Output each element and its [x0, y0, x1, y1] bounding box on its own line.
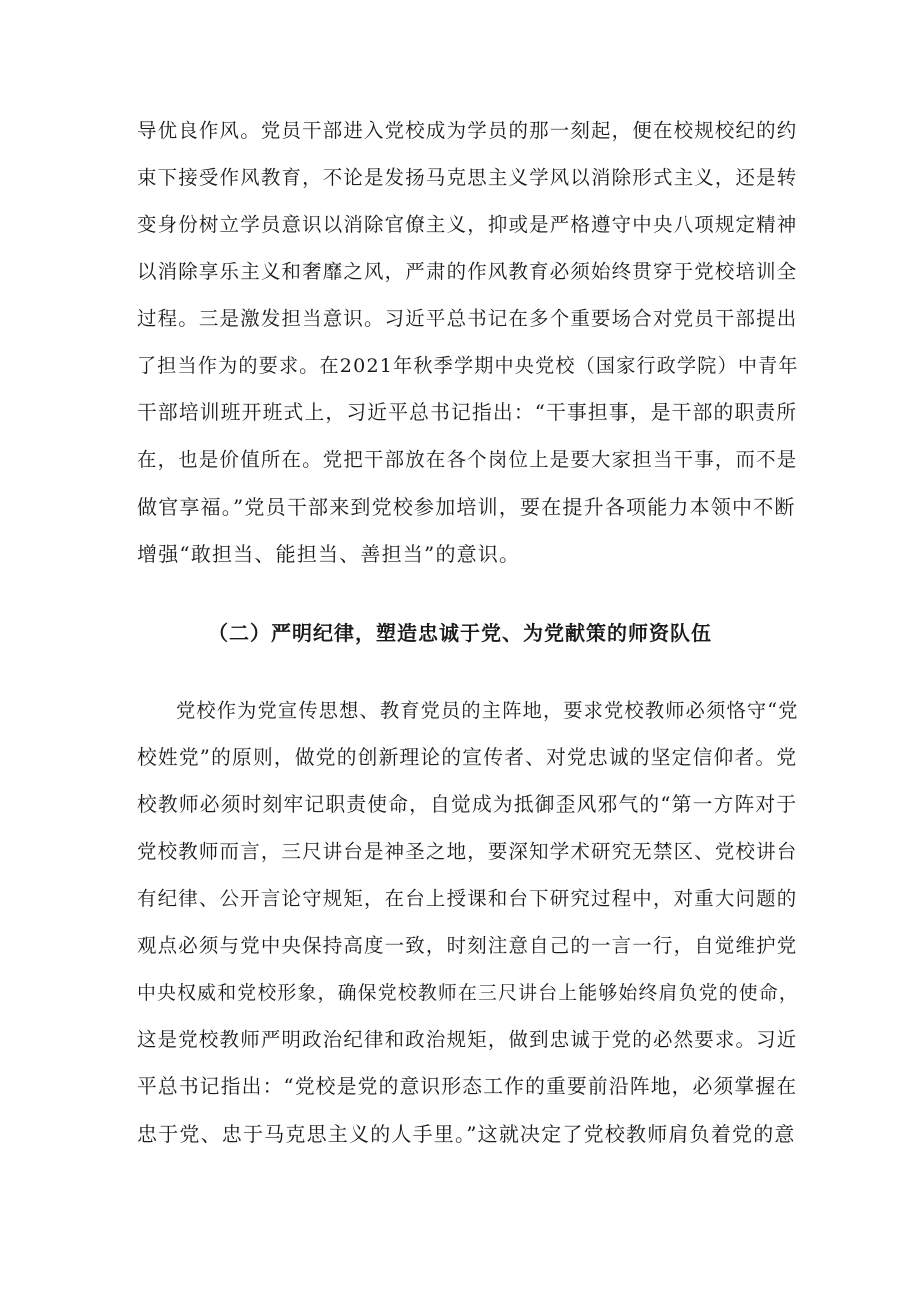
section-heading: （二）严明纪律，塑造忠诚于党、为党献策的师资队伍: [208, 621, 712, 645]
text-line: 党校教师而言，三尺讲台是神圣之地，要深知学术研究无禁区、党校讲台: [137, 840, 798, 863]
text-line: 在，也是价值所在。党把干部放在各个岗位上是要大家担当干事，而不是: [137, 448, 798, 471]
text-line: 观点必须与党中央保持高度一致，时刻注意自己的一言一行，自觉维护党: [137, 934, 798, 957]
text-line: 干部培训班开班式上，习近平总书记指出：“干事担事，是干部的职责所: [137, 401, 798, 424]
text-line: 了担当作为的要求。在2021年秋季学期中央党校（国家行政学院）中青年: [137, 355, 799, 377]
text-line: 校姓党”的原则，做党的创新理论的宣传者、对党忠诚的坚定信仰者。党: [137, 746, 798, 769]
text-line: 增强“敢担当、能担当、善担当”的意识。: [137, 542, 521, 566]
text-line: 以消除享乐主义和奢靡之风，严肃的作风教育必须始终贯穿于党校培训全: [137, 260, 798, 283]
text-line: 变身份树立学员意识以消除官僚主义，抑或是严格遵守中央八项规定精神: [137, 213, 798, 236]
text-line: 平总书记指出：“党校是党的意识形态工作的重要前沿阵地，必须掌握在: [137, 1075, 798, 1098]
text-line: 有纪律、公开言论守规矩，在台上授课和台下研究过程中，对重大问题的: [137, 887, 798, 910]
text-line: 中央权威和党校形象，确保党校教师在三尺讲台上能够始终肩负党的使命，: [137, 982, 799, 1004]
text-line: 党校作为党宣传思想、教育党员的主阵地，要求党校教师必须恪守“党: [176, 699, 799, 722]
text-line: 校教师必须时刻牢记职责使命，自觉成为抵御歪风邪气的“第一方阵对于: [137, 793, 798, 816]
text-line: 做官享福。”党员干部来到党校参加培训，要在提升各项能力本领中不断: [137, 495, 796, 519]
text-line: 忠于党、忠于马克思主义的人手里。”这就决定了党校教师肩负着党的意: [137, 1122, 796, 1146]
text-line: 过程。三是激发担当意识。习近平总书记在多个重要场合对党员干部提出: [137, 307, 798, 330]
text-line: 导优良作风。党员干部进入党校成为学员的那一刻起，便在校规校纪的约: [137, 119, 798, 142]
text-line: 这是党校教师严明政治纪律和政治规矩，做到忠诚于党的必然要求。习近: [137, 1028, 798, 1051]
text-line: 束下接受作风教育，不论是发扬马克思主义学风以消除形式主义，还是转: [137, 166, 798, 189]
